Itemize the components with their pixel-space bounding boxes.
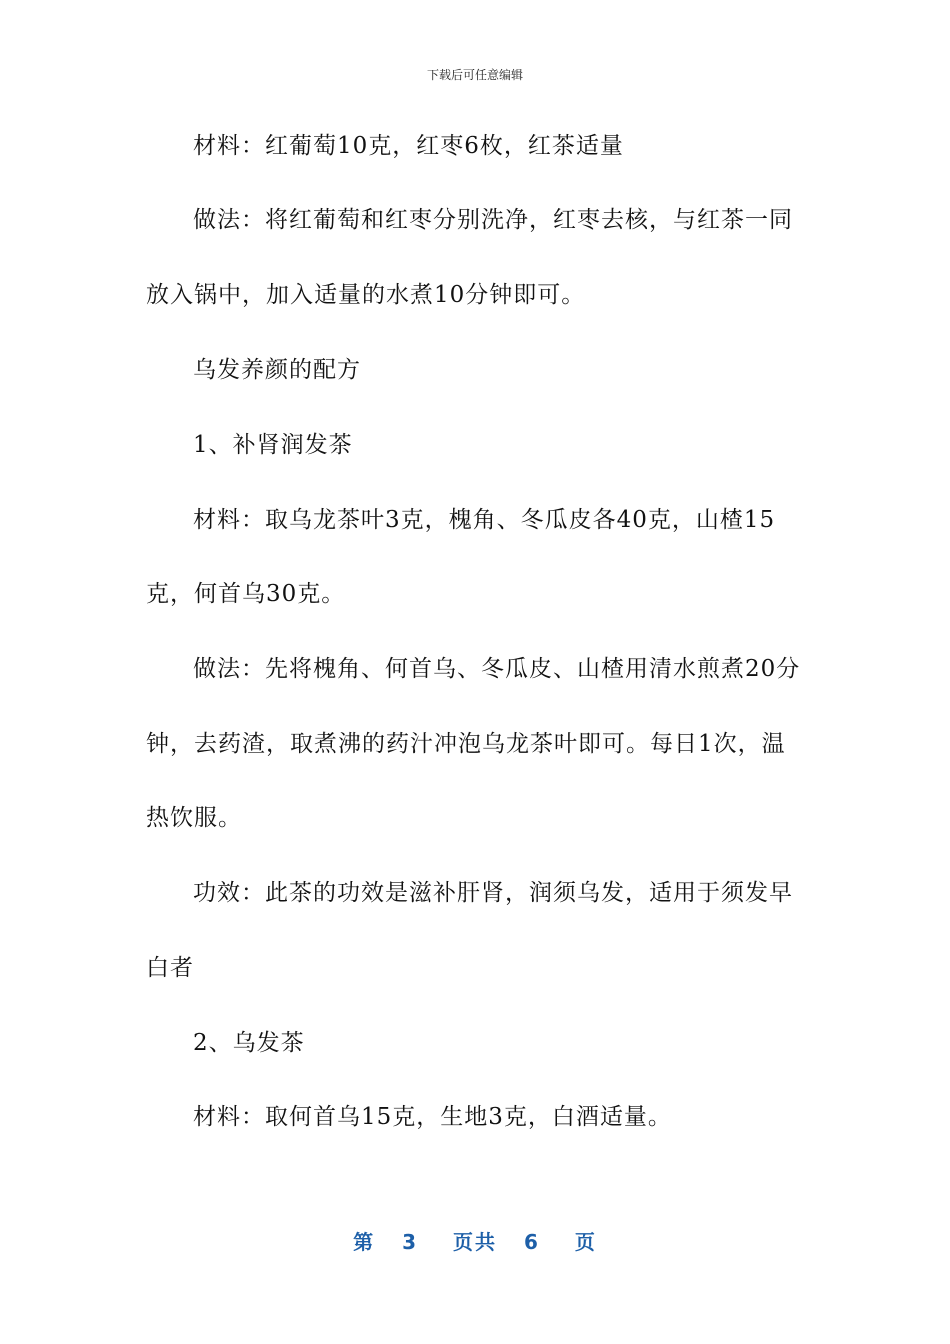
paragraph-line: 做法：先将槐角、何首乌、冬瓜皮、山楂用清水煎煮20分: [193, 656, 801, 682]
paragraph-line: 白者: [146, 955, 194, 981]
paragraph-line: 材料：取乌龙茶叶3克，槐角、冬瓜皮各40克，山楂15: [193, 507, 776, 533]
subsection-heading: 1、补肾润发茶: [193, 432, 353, 458]
paragraph-line: 放入锅中，加入适量的水煮10分钟即可。: [146, 282, 586, 308]
paragraph-line: 克，何首乌30克。: [146, 581, 346, 607]
current-page-number: 3: [402, 1230, 419, 1254]
paragraph-line: 材料：红葡萄10克，红枣6枚，红茶适量: [193, 133, 624, 159]
paragraph-line: 热饮服。: [146, 805, 242, 831]
page-middle-text: 页共: [453, 1230, 497, 1254]
total-pages-number: 6: [523, 1230, 540, 1254]
page-prefix: 第: [353, 1230, 376, 1254]
paragraph-line: 功效：此茶的功效是滋补肝肾，润须乌发，适用于须发早: [193, 880, 793, 906]
paragraph-line: 做法：将红葡萄和红枣分别洗净，红枣去核，与红茶一同: [193, 207, 793, 233]
paragraph-line: 材料：取何首乌15克，生地3克，白酒适量。: [193, 1104, 672, 1130]
page-footer: [0, 1226, 950, 1255]
page-suffix: 页: [574, 1230, 597, 1254]
section-heading: 乌发养颜的配方: [193, 357, 361, 383]
header-note: 下载后可任意编辑: [426, 68, 523, 82]
subsection-heading: 2、乌发茶: [193, 1030, 305, 1056]
paragraph-line: 钟，去药渣，取煮沸的药汁冲泡乌龙茶叶即可。每日1次，温: [146, 731, 786, 757]
